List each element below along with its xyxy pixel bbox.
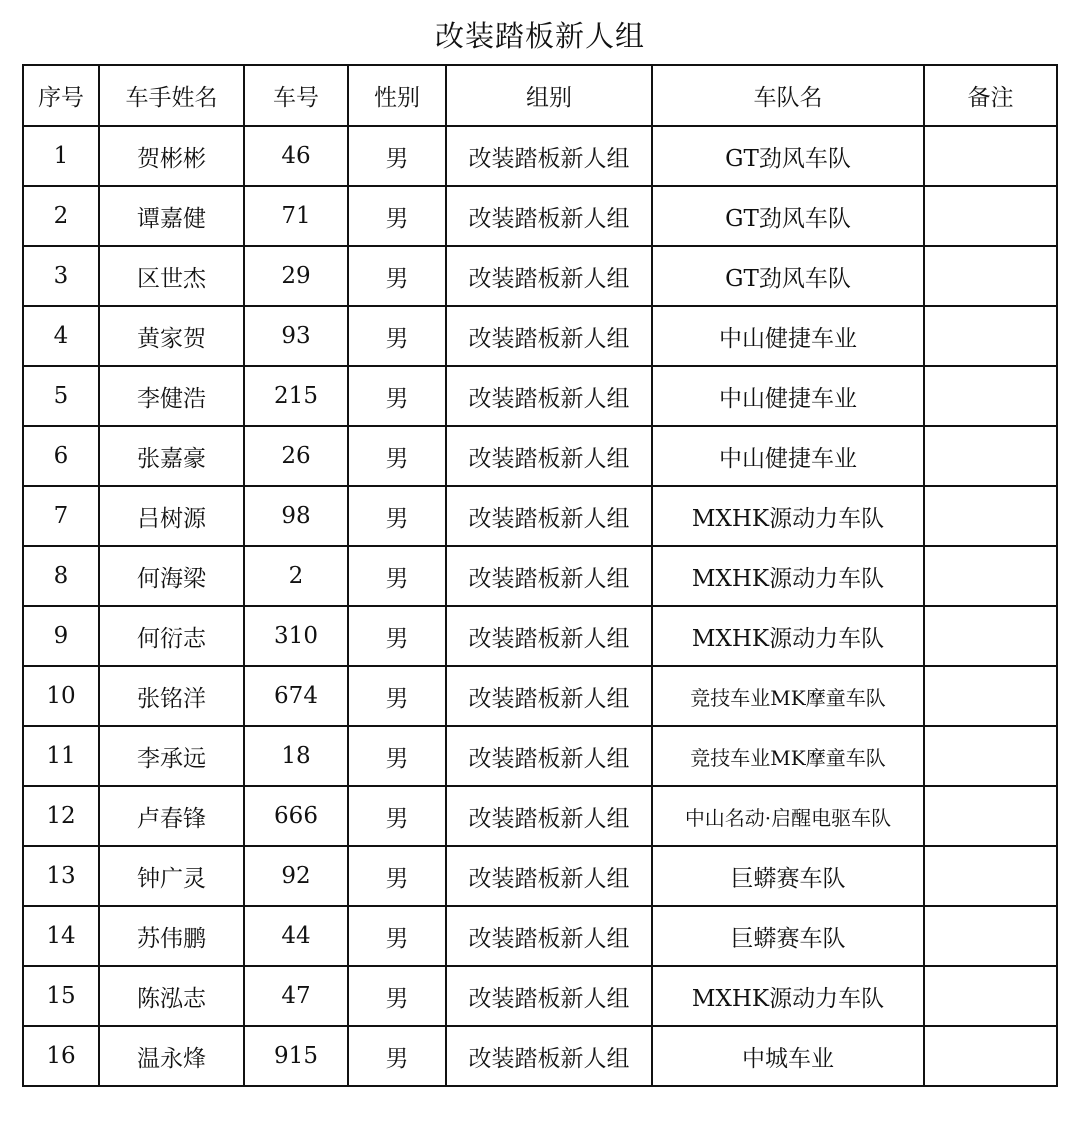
cell-name: 卢春锋 — [99, 786, 244, 846]
cell-seq: 5 — [23, 366, 99, 426]
cell-group: 改装踏板新人组 — [446, 606, 652, 666]
cell-note — [924, 546, 1057, 606]
cell-group: 改装踏板新人组 — [446, 726, 652, 786]
cell-seq: 14 — [23, 906, 99, 966]
cell-note — [924, 1026, 1057, 1086]
cell-car-no: 2 — [244, 546, 348, 606]
cell-car-no: 215 — [244, 366, 348, 426]
cell-seq: 7 — [23, 486, 99, 546]
cell-seq: 8 — [23, 546, 99, 606]
cell-gender: 男 — [348, 306, 446, 366]
cell-name: 吕树源 — [99, 486, 244, 546]
cell-team: 竞技车业MK摩童车队 — [652, 726, 924, 786]
cell-name: 陈泓志 — [99, 966, 244, 1026]
table-row — [23, 186, 1057, 246]
cell-gender: 男 — [348, 246, 446, 306]
header-name: 车手姓名 — [99, 65, 244, 126]
cell-gender: 男 — [348, 486, 446, 546]
table-row — [23, 606, 1057, 666]
cell-group: 改装踏板新人组 — [446, 966, 652, 1026]
table-row — [23, 306, 1057, 366]
cell-note — [924, 966, 1057, 1026]
cell-name: 李承远 — [99, 726, 244, 786]
cell-note — [924, 426, 1057, 486]
header-seq: 序号 — [23, 65, 99, 126]
cell-team: MXHK源动力车队 — [652, 486, 924, 546]
table-row — [23, 666, 1057, 726]
cell-team: GT劲风车队 — [652, 186, 924, 246]
cell-gender: 男 — [348, 366, 446, 426]
cell-note — [924, 726, 1057, 786]
cell-car-no: 18 — [244, 726, 348, 786]
cell-gender: 男 — [348, 546, 446, 606]
cell-name: 黄家贺 — [99, 306, 244, 366]
cell-seq: 4 — [23, 306, 99, 366]
table-row — [23, 786, 1057, 846]
cell-group: 改装踏板新人组 — [446, 786, 652, 846]
cell-car-no: 29 — [244, 246, 348, 306]
cell-group: 改装踏板新人组 — [446, 246, 652, 306]
cell-group: 改装踏板新人组 — [446, 1026, 652, 1086]
cell-note — [924, 846, 1057, 906]
cell-name: 李健浩 — [99, 366, 244, 426]
cell-group: 改装踏板新人组 — [446, 366, 652, 426]
cell-car-no: 93 — [244, 306, 348, 366]
cell-team: MXHK源动力车队 — [652, 606, 924, 666]
cell-note — [924, 186, 1057, 246]
cell-gender: 男 — [348, 906, 446, 966]
cell-group: 改装踏板新人组 — [446, 126, 652, 186]
cell-note — [924, 486, 1057, 546]
cell-gender: 男 — [348, 186, 446, 246]
table-row — [23, 1026, 1057, 1086]
cell-team: 竞技车业MK摩童车队 — [652, 666, 924, 726]
cell-car-no: 46 — [244, 126, 348, 186]
cell-note — [924, 246, 1057, 306]
cell-team: 中山健捷车业 — [652, 426, 924, 486]
cell-team: GT劲风车队 — [652, 126, 924, 186]
cell-seq: 6 — [23, 426, 99, 486]
roster-table — [22, 64, 1058, 1087]
cell-group: 改装踏板新人组 — [446, 306, 652, 366]
cell-seq: 1 — [23, 126, 99, 186]
cell-seq: 12 — [23, 786, 99, 846]
cell-name: 区世杰 — [99, 246, 244, 306]
cell-name: 何海梁 — [99, 546, 244, 606]
cell-note — [924, 366, 1057, 426]
cell-team: 中城车业 — [652, 1026, 924, 1086]
cell-gender: 男 — [348, 606, 446, 666]
cell-team: 中山健捷车业 — [652, 366, 924, 426]
cell-note — [924, 666, 1057, 726]
cell-team: 巨蟒赛车队 — [652, 846, 924, 906]
cell-group: 改装踏板新人组 — [446, 186, 652, 246]
cell-seq: 9 — [23, 606, 99, 666]
cell-gender: 男 — [348, 1026, 446, 1086]
cell-gender: 男 — [348, 726, 446, 786]
cell-seq: 13 — [23, 846, 99, 906]
cell-team: 中山健捷车业 — [652, 306, 924, 366]
cell-car-no: 44 — [244, 906, 348, 966]
header-group: 组别 — [446, 65, 652, 126]
cell-seq: 3 — [23, 246, 99, 306]
header-team: 车队名 — [652, 65, 924, 126]
cell-gender: 男 — [348, 846, 446, 906]
cell-note — [924, 906, 1057, 966]
cell-team: MXHK源动力车队 — [652, 966, 924, 1026]
table-row — [23, 366, 1057, 426]
cell-car-no: 915 — [244, 1026, 348, 1086]
cell-seq: 10 — [23, 666, 99, 726]
cell-group: 改装踏板新人组 — [446, 666, 652, 726]
table-row — [23, 246, 1057, 306]
header-gender: 性别 — [348, 65, 446, 126]
cell-group: 改装踏板新人组 — [446, 426, 652, 486]
cell-car-no: 674 — [244, 666, 348, 726]
cell-note — [924, 306, 1057, 366]
cell-group: 改装踏板新人组 — [446, 546, 652, 606]
cell-seq: 15 — [23, 966, 99, 1026]
cell-team: 巨蟒赛车队 — [652, 906, 924, 966]
header-car-no: 车号 — [244, 65, 348, 126]
cell-group: 改装踏板新人组 — [446, 486, 652, 546]
cell-gender: 男 — [348, 666, 446, 726]
table-row — [23, 846, 1057, 906]
cell-car-no: 47 — [244, 966, 348, 1026]
cell-team: GT劲风车队 — [652, 246, 924, 306]
cell-car-no: 26 — [244, 426, 348, 486]
cell-name: 苏伟鹏 — [99, 906, 244, 966]
cell-gender: 男 — [348, 966, 446, 1026]
header-note: 备注 — [924, 65, 1057, 126]
cell-car-no: 92 — [244, 846, 348, 906]
cell-seq: 2 — [23, 186, 99, 246]
cell-team: 中山名动·启醒电驱车队 — [652, 786, 924, 846]
cell-seq: 11 — [23, 726, 99, 786]
cell-name: 何衍志 — [99, 606, 244, 666]
cell-group: 改装踏板新人组 — [446, 906, 652, 966]
cell-car-no: 98 — [244, 486, 348, 546]
cell-note — [924, 786, 1057, 846]
cell-note — [924, 606, 1057, 666]
page-title: 改装踏板新人组 — [434, 19, 645, 53]
cell-gender: 男 — [348, 426, 446, 486]
cell-car-no: 71 — [244, 186, 348, 246]
table-row — [23, 906, 1057, 966]
cell-gender: 男 — [348, 126, 446, 186]
table-row — [23, 486, 1057, 546]
table-row — [23, 546, 1057, 606]
cell-name: 贺彬彬 — [99, 126, 244, 186]
table-row — [23, 126, 1057, 186]
table-row — [23, 726, 1057, 786]
cell-name: 张铭洋 — [99, 666, 244, 726]
cell-note — [924, 126, 1057, 186]
cell-team: MXHK源动力车队 — [652, 546, 924, 606]
table-body — [23, 126, 1057, 1086]
cell-name: 张嘉豪 — [99, 426, 244, 486]
cell-name: 钟广灵 — [99, 846, 244, 906]
header-row — [23, 65, 1057, 126]
cell-car-no: 310 — [244, 606, 348, 666]
cell-group: 改装踏板新人组 — [446, 846, 652, 906]
cell-car-no: 666 — [244, 786, 348, 846]
cell-name: 谭嘉健 — [99, 186, 244, 246]
cell-seq: 16 — [23, 1026, 99, 1086]
table-row — [23, 426, 1057, 486]
cell-gender: 男 — [348, 786, 446, 846]
cell-name: 温永烽 — [99, 1026, 244, 1086]
table-row — [23, 966, 1057, 1026]
